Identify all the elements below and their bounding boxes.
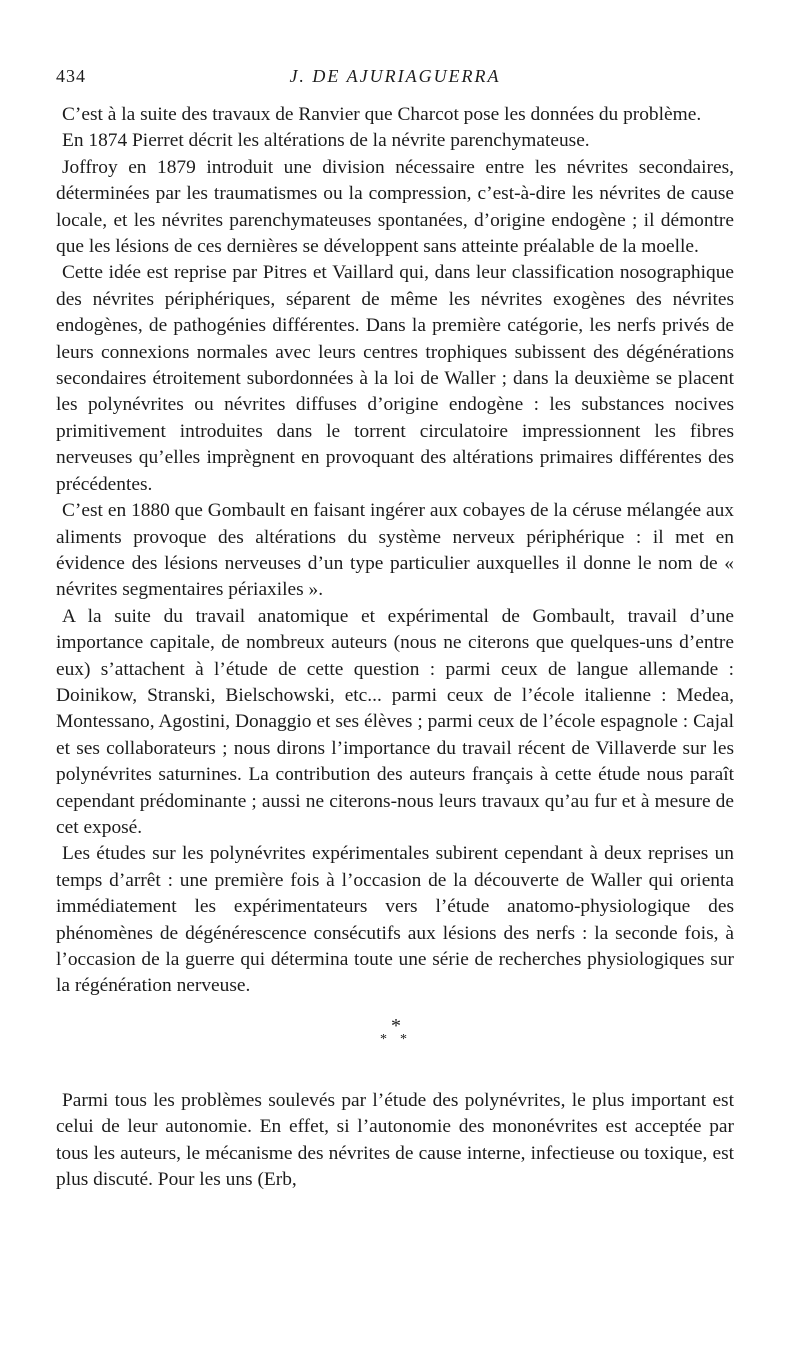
paragraph-gombault: C’est en 1880 que Gombault en faisant ingérer aux cobayes de la céruse mélangée aux aliments provoque des altérations du système nerveux périphérique : il met en évidence des lésions nerveuses d’un type particulier auxquelles il donne le nom de « névrites segmentaires périaxiles ». — [56, 500, 734, 601]
paragraph-ranvier-charcot: C’est à la suite des travaux de Ranvier que Charcot pose les données du problème. — [62, 104, 702, 125]
section-separator — [56, 1010, 734, 1058]
asterisk-icon: * — [380, 1031, 387, 1047]
paragraph-pitres-vaillard: Cette idée est reprise par Pitres et Vaillard qui, dans leur classification nosographique des névrites périphériques, séparent de même les névrites exogènes des névrites endogènes, de pathogénies différentes. Dans la première catégorie, les nerfs privés de leurs connexions normales avec leurs centres trophiques subissent des dégénérations secondaires étroitement subordonnées à la loi de Waller ; dans la deuxième se placent les polynévrites ou névrites diffuses d’origine endogène : les substances nocives primitivement introduites dans le torrent circulatoire impressionnent les fibres nerveuses qu’elles imprègnent en provoquant des altérations primaires différentes des précédentes. — [56, 262, 734, 495]
body-text — [56, 102, 734, 1000]
asterisk-icon: * — [391, 1014, 401, 1037]
running-head — [56, 66, 734, 92]
paragraph-temps-arret: Les études sur les polynévrites expérimentales subirent cependant à deux reprises un temps d’arrêt : une première fois à l’occasion de la découverte de Waller qui orienta immédiatement les expérimentateurs vers l’étude anatomo-physiologique des phénomènes de dégénérescence consécutifs aux lésions des nerfs : la seconde fois, à l’occasion de la guerre qui détermina toute une série de recherches physiologiques sur la régénération nerveuse. — [56, 843, 734, 997]
body-text-continued — [56, 1088, 734, 1194]
page-number: 434 — [56, 66, 86, 86]
paragraph-auteurs: A la suite du travail anatomique et expérimental de Gombault, travail d’une importance capitale, de nombreux auteurs (nous ne citerons que quelques-uns d’entre eux) s’attachent à l’étude de cette question : parmi ceux de langue allemande : Doinikow, Stranski, Bielschowski, etc... parmi ceux de l’école italienne : Medea, Montessano, Agostini, Donaggio et ses élèves ; parmi ceux de l’école espagnole : Cajal et ses collaborateurs ; nous dirons l’importance du travail récent de Villaverde sur les polynévrites saturnines. La contribution des auteurs français à cette étude nous paraît cependant prédominante ; aussi ne citerons-nous leurs travaux qu’au fur et à mesure de cet exposé. — [56, 605, 734, 838]
paragraph-pierret: En 1874 Pierret décrit les altérations de la névrite parenchymateuse. — [62, 130, 590, 152]
paragraph-autonomie: Parmi tous les problèmes soulevés par l’étude des polynévrites, le plus important est celui de leur autonomie. En effet, si l’autonomie des mononévrites est acceptée par tous les auteurs, le mécanisme des névrites de cause interne, infectieuse ou toxique, est plus discuté. Pour les uns (Erb, — [56, 1089, 734, 1191]
running-title: J. DE AJURIAGUERRA — [289, 66, 501, 86]
asterisk-icon: * — [400, 1031, 407, 1047]
paragraph-joffroy: Joffroy en 1879 introduit une division nécessaire entre les névrites secondaires, déterminées par les traumatismes ou la compression, c’est-à-dire les névrites de cause locale, et les névrites parenchymateuses spontanées, d’origine endogène ; il démontre que les lésions de ces dernières se développent sans atteinte préalable de la moelle. — [56, 156, 734, 258]
